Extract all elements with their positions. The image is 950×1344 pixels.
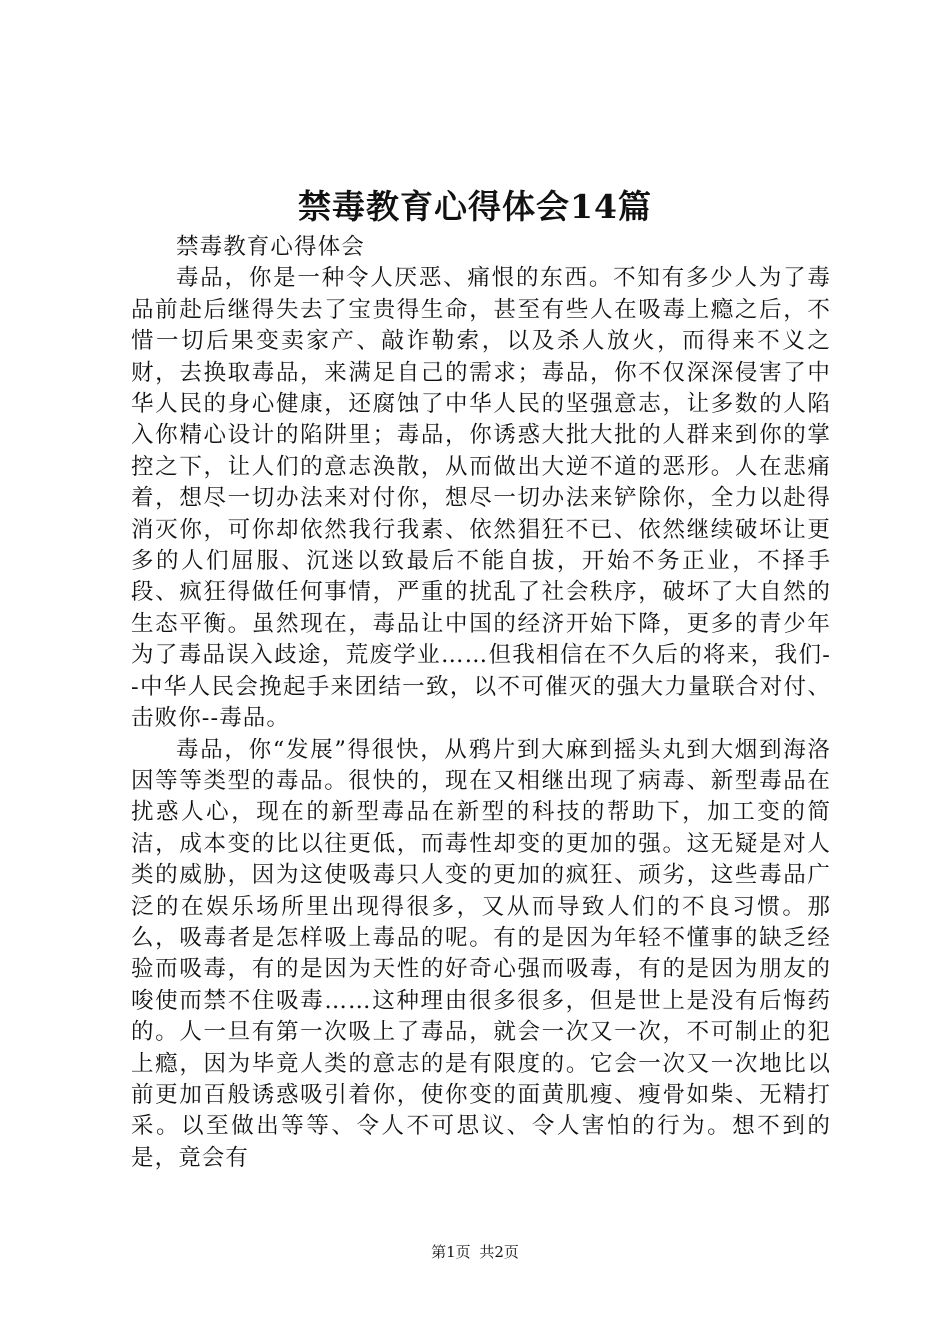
document-body: [131, 232, 831, 1174]
paragraph: 毒品，你“发展”得很快，从鸦片到大麻到摇头丸到大烟到海洛因等等类型的毒品。很快的，现在又相继出现了病毒、新型毒品在扰惑人心，现在的新型毒品在新型的科技的帮助下，加工变的简洁，成本变的比以往更低，而毒性却变的更加的强。这无疑是对人类的威胁，因为这使吸毒只人变的更加的疯狂、顽劣，这些毒品广泛的在娱乐场所里出现得很多，又从而导致人们的不良习惯。那么，吸毒者是怎样吸上毒品的呢。有的是因为年轻不懂事的缺乏经验而吸毒，有的是因为天性的好奇心强而吸毒，有的是因为朋友的唆使而禁不住吸毒……这种理由很多很多，但是世上是没有后悔药的。人一旦有第一次吸上了毒品，就会一次又一次，不可制止的犯上瘾，因为毕竟人类的意志的是有限度的。它会一次又一次地比以前更加百般诱惑吸引着你，使你变的面黄肌瘦、瘦骨如柴、无精打采。以至做出等等、令人不可思议、令人害怕的行为。想不到的是，竟会有: [131, 736, 831, 1171]
page-total: 共2页: [479, 1243, 519, 1261]
page-footer: [0, 1242, 950, 1262]
subheading: 禁毒教育心得体会: [176, 234, 365, 260]
document-title: 禁毒教育心得体会14篇: [298, 187, 652, 226]
page-number: 第1页: [431, 1243, 471, 1261]
paragraph: 毒品，你是一种令人厌恶、痛恨的东西。不知有多少人为了毒品前赴后继得失去了宝贵得生命，甚至有些人在吸毒上瘾之后，不惜一切后果变卖家产、敲诈勒索，以及杀人放火，而得来不义之财，去换取毒品，来满足自己的需求；毒品，你不仅深深侵害了中华人民的身心健康，还腐蚀了中华人民的坚强意志，让多数的人陷入你精心设计的陷阱里；毒品，你诱惑大批大批的人群来到你的掌控之下，让人们的意志涣散，从而做出大逆不道的恶形。人在悲痛着，想尽一切办法来对付你，想尽一切办法来铲除你，全力以赴得消灭你，可你却依然我行我素、依然猖狂不已、依然继续破坏让更多的人们屈服、沉迷以致最后不能自拔，开始不务正业，不择手段、疯狂得做任何事情，严重的扰乱了社会秩序，破坏了大自然的生态平衡。虽然现在，毒品让中国的经济开始下降，更多的青少年为了毒品误入歧途，荒废学业……但我相信在不久后的将来，我们--中华人民会挽起手来团结一致，以不可催灭的强大力量联合对付、击败你--毒品。: [131, 265, 831, 732]
